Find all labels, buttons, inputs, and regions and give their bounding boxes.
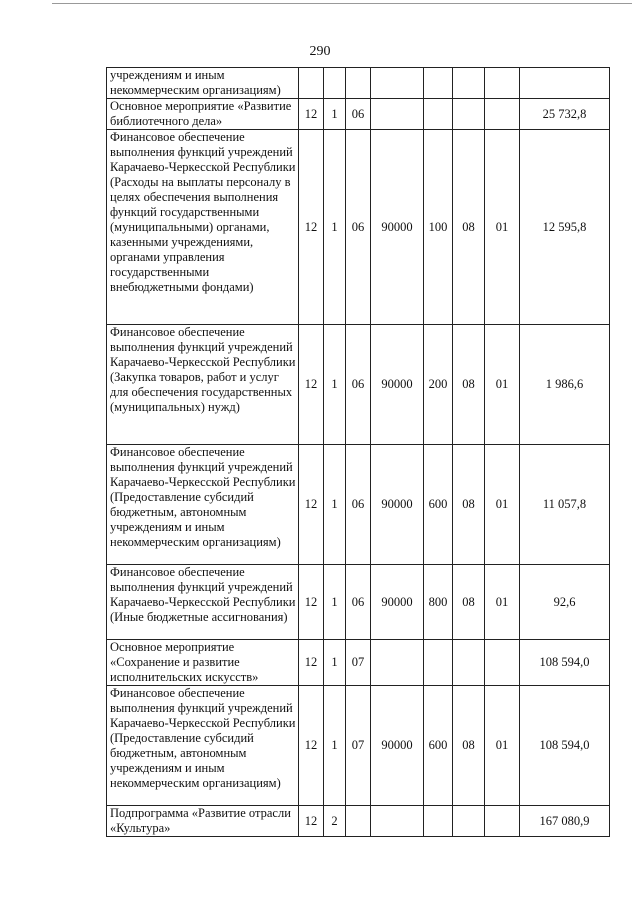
row-name: Основное мероприятие «Развитие библиотечного дела» [107,99,299,130]
cell-c2: 2 [324,806,346,837]
cell-c1: 12 [299,686,324,806]
cell-c2 [324,68,346,99]
cell-c4 [371,99,424,130]
table-row [107,68,610,99]
row-name: Подпрограмма «Развитие отрасли «Культура» [107,806,299,837]
cell-c2: 1 [324,130,346,325]
cell-sum: 12 595,8 [520,130,610,325]
cell-c3: 06 [346,99,371,130]
cell-c4 [371,806,424,837]
cell-sum: 108 594,0 [520,640,610,686]
cell-c7 [485,640,520,686]
top-rule [52,3,632,4]
cell-c4: 90000 [371,325,424,445]
table-row [107,686,610,806]
cell-c6 [453,68,485,99]
cell-c5: 100 [424,130,453,325]
table-row [107,130,610,325]
cell-sum: 25 732,8 [520,99,610,130]
cell-c4: 90000 [371,130,424,325]
row-name: Финансовое обеспечение выполнения функций учреждений Карачаево-Черкесской Республики (Предоставление субсидий бюджетным, автономным учреждениям и иным некоммерческим организациям) [107,686,299,806]
table-row [107,640,610,686]
cell-c5: 200 [424,325,453,445]
table-row [107,325,610,445]
cell-c2: 1 [324,640,346,686]
cell-c7: 01 [485,445,520,565]
cell-c1: 12 [299,99,324,130]
cell-c2: 1 [324,686,346,806]
row-name: Финансовое обеспечение выполнения функций учреждений Карачаево-Черкесской Республики (Иные бюджетные ассигнования) [107,565,299,640]
cell-c2: 1 [324,99,346,130]
cell-c3 [346,806,371,837]
cell-c4: 90000 [371,686,424,806]
cell-c2: 1 [324,565,346,640]
cell-c1: 12 [299,565,324,640]
cell-c1: 12 [299,806,324,837]
cell-c7: 01 [485,686,520,806]
cell-c3: 06 [346,445,371,565]
cell-c3: 07 [346,640,371,686]
cell-sum: 167 080,9 [520,806,610,837]
cell-c3 [346,68,371,99]
cell-c6: 08 [453,130,485,325]
cell-c4: 90000 [371,565,424,640]
budget-table [106,67,610,837]
cell-c4: 90000 [371,445,424,565]
cell-c6 [453,640,485,686]
table-row [107,445,610,565]
row-name: Финансовое обеспечение выполнения функций учреждений Карачаево-Черкесской Республики (Закупка товаров, работ и услуг для обеспечения государственных (муниципальных) нужд) [107,325,299,445]
row-name: Основное мероприятие «Сохранение и развитие исполнительских искусств» [107,640,299,686]
cell-c1: 12 [299,325,324,445]
cell-c2: 1 [324,325,346,445]
cell-c6: 08 [453,325,485,445]
row-name: Финансовое обеспечение выполнения функций учреждений Карачаево-Черкесской Республики (Расходы на выплаты персоналу в целях обеспечения выполнения функций государственными (муниципальными) органами, казенными учреждениями, органами управления государственными внебюджетными фондами) [107,130,299,325]
cell-c7: 01 [485,130,520,325]
cell-sum: 11 057,8 [520,445,610,565]
cell-c4 [371,640,424,686]
cell-c7: 01 [485,325,520,445]
cell-c6: 08 [453,565,485,640]
table-row [107,806,610,837]
cell-c2: 1 [324,445,346,565]
table-row [107,99,610,130]
cell-c5: 600 [424,686,453,806]
cell-c4 [371,68,424,99]
cell-c3: 07 [346,686,371,806]
cell-c7 [485,99,520,130]
cell-c1: 12 [299,445,324,565]
cell-c6: 08 [453,686,485,806]
cell-c7 [485,68,520,99]
cell-sum: 1 986,6 [520,325,610,445]
cell-c1: 12 [299,640,324,686]
cell-c1 [299,68,324,99]
cell-c5 [424,68,453,99]
table-row [107,565,610,640]
row-name: Финансовое обеспечение выполнения функций учреждений Карачаево-Черкесской Республики (Предоставление субсидий бюджетным, автономным учреждениям и иным некоммерческим организациям) [107,445,299,565]
cell-c6 [453,99,485,130]
cell-sum: 92,6 [520,565,610,640]
cell-c3: 06 [346,130,371,325]
page-number: 290 [309,44,331,59]
cell-sum: 108 594,0 [520,686,610,806]
cell-c5 [424,806,453,837]
cell-c7: 01 [485,565,520,640]
cell-c3: 06 [346,325,371,445]
cell-c5 [424,99,453,130]
cell-c5: 800 [424,565,453,640]
cell-c6 [453,806,485,837]
cell-c7 [485,806,520,837]
cell-c3: 06 [346,565,371,640]
cell-c6: 08 [453,445,485,565]
row-name: учреждениям и иным некоммерческим организациям) [107,68,299,99]
cell-c1: 12 [299,130,324,325]
cell-sum [520,68,610,99]
cell-c5 [424,640,453,686]
cell-c5: 600 [424,445,453,565]
